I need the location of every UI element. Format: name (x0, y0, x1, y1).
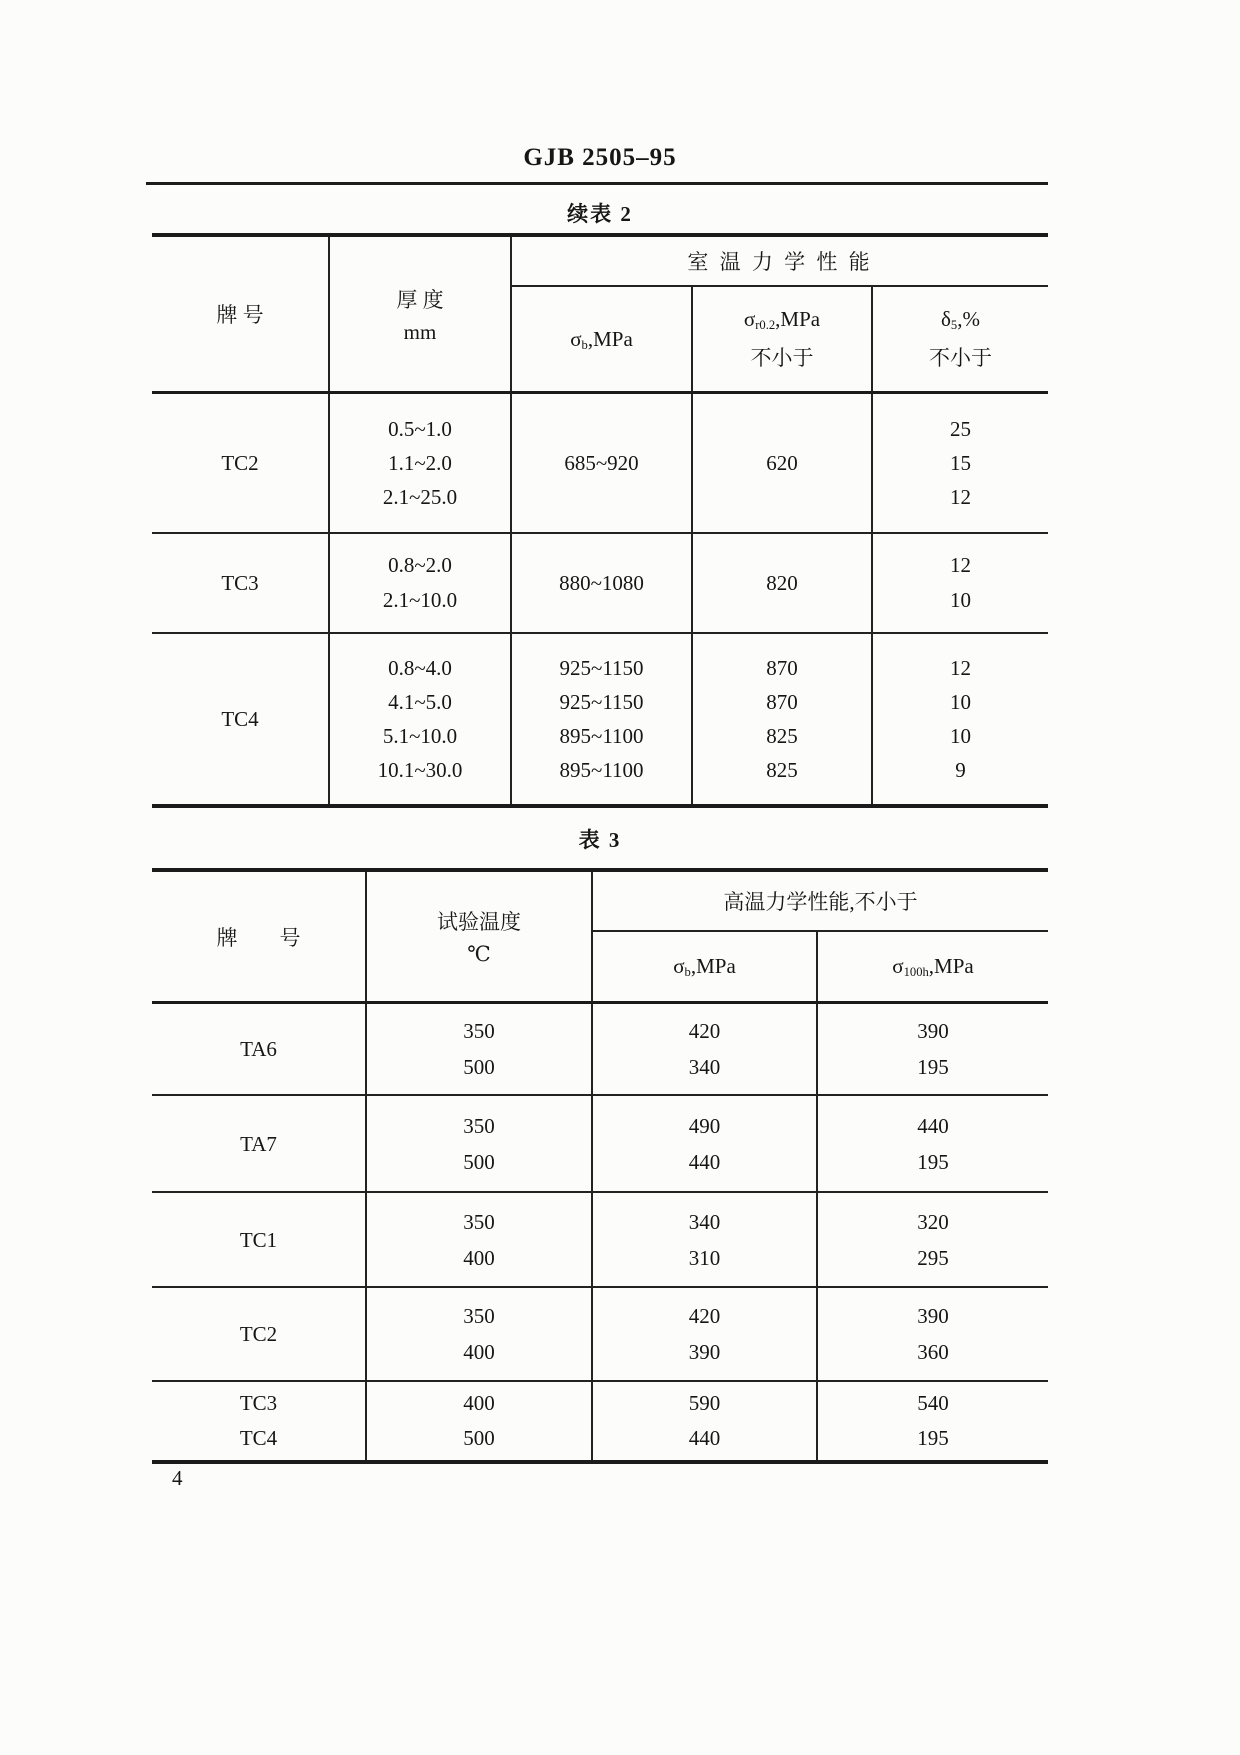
sigma-b-cell: 925~1150 925~1150 895~1100 895~1100 (512, 634, 693, 804)
sigma-100h-cell: 320 295 (917, 1209, 949, 1270)
standard-code: GJB 2505–95 (523, 144, 677, 171)
temp-cell: 350 400 (367, 1193, 593, 1286)
table2-header (152, 237, 1048, 394)
table3-header-group-title: 高温力学性能,不小于 (593, 872, 1048, 932)
table3-row-group-tc2 (152, 1288, 1048, 1382)
table3-row-group-tc3-tc4 (152, 1382, 1048, 1460)
sigma-r02-cell: 620 (693, 394, 873, 532)
grade-cell: TA7 (152, 1096, 367, 1191)
sigma-b-cell: 880~1080 (512, 534, 693, 632)
table-3 (152, 868, 1048, 1464)
grade-cell: TC4 (152, 634, 330, 804)
table3-caption: 表 3 (578, 828, 622, 852)
delta5-cell: 12 10 (950, 553, 971, 612)
grade-cell: TC1 (152, 1193, 367, 1286)
temp-cell: 400 500 (367, 1382, 593, 1460)
grade-cell: TC3 TC4 (152, 1382, 367, 1460)
page-number: 4 (172, 1466, 183, 1490)
table3-header-test-temp: 试验温度 ℃ (367, 872, 593, 1001)
table3-row-group-ta6 (152, 1004, 1048, 1096)
sigma-100h-cell: 540 195 (917, 1391, 949, 1450)
table2-row-group-tc4 (152, 634, 1048, 804)
temp-cell: 350 500 (367, 1004, 593, 1094)
table3-header (152, 872, 1048, 1004)
table2-header-delta5: $\delta_5,\%$ 不小于 (929, 306, 992, 370)
table2-header-grade: 牌 号 (152, 237, 330, 391)
table2-row-group-tc3 (152, 534, 1048, 634)
table3-header-sigma-b: $\sigma_b,MPa$ (593, 932, 818, 1001)
delta5-cell: 12 10 10 9 (950, 656, 971, 782)
table-continued-2 (152, 233, 1048, 808)
sigma-r02-cell: 820 (693, 534, 873, 632)
table2-header-thickness: 厚 度 mm (330, 237, 512, 391)
table3-header-grade: 牌 号 (152, 872, 367, 1001)
sigma-100h-cell: 440 195 (917, 1113, 949, 1174)
sigma-b-cell: 490 440 (593, 1096, 818, 1191)
sigma-100h-cell: 390 360 (917, 1304, 949, 1364)
temp-cell: 350 500 (367, 1096, 593, 1191)
table3-row-group-ta7 (152, 1096, 1048, 1193)
grade-cell: TA6 (152, 1004, 367, 1094)
header-rule (146, 182, 1048, 185)
table2-header-sigma-b: $\sigma_b,MPa$ (512, 287, 693, 391)
sigma-b-cell: 340 310 (593, 1193, 818, 1286)
thickness-cell: 0.5~1.0 1.1~2.0 2.1~25.0 (330, 394, 512, 532)
temp-cell: 350 400 (367, 1288, 593, 1380)
table2-row-group-tc2 (152, 394, 1048, 534)
grade-cell: TC2 (152, 1288, 367, 1380)
table3-header-sigma-100h: $\sigma_{100h},MPa$ (892, 954, 974, 980)
table2-header-group-title: 室 温 力 学 性 能 (512, 237, 1048, 287)
grade-cell: TC3 (152, 534, 330, 632)
table2-caption: 续表 2 (567, 202, 633, 226)
sigma-b-cell: 420 390 (593, 1288, 818, 1380)
delta5-cell: 25 15 12 (950, 417, 971, 509)
table3-row-group-tc1 (152, 1193, 1048, 1288)
sigma-b-cell: 685~920 (512, 394, 693, 532)
sigma-r02-cell: 870 870 825 825 (693, 634, 873, 804)
thickness-cell: 0.8~4.0 4.1~5.0 5.1~10.0 10.1~30.0 (330, 634, 512, 804)
table2-header-sigma-r02: $\sigma_{r0.2},MPa$ 不小于 (693, 287, 873, 391)
sigma-b-cell: 420 340 (593, 1004, 818, 1094)
sigma-b-cell: 590 440 (593, 1382, 818, 1460)
grade-cell: TC2 (152, 394, 330, 532)
thickness-cell: 0.8~2.0 2.1~10.0 (330, 534, 512, 632)
sigma-100h-cell: 390 195 (917, 1019, 949, 1079)
